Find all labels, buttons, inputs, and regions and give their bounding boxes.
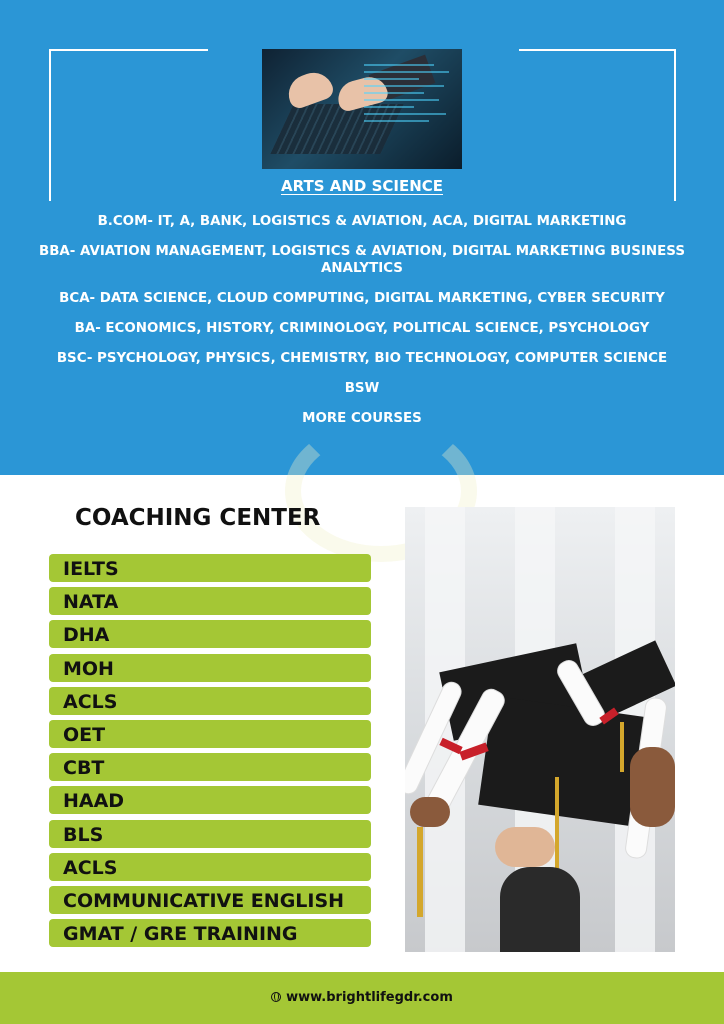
coaching-list xyxy=(49,554,371,952)
website-line xyxy=(0,990,724,1005)
website-link[interactable]: www.brightlifegdr.com xyxy=(286,990,453,1005)
course-list xyxy=(20,213,704,440)
coaching-item: CBT xyxy=(49,753,371,781)
globe-icon xyxy=(271,992,281,1002)
course-item: BBA- AVIATION MANAGEMENT, LOGISTICS & AVIATION, DIGITAL MARKETING BUSINESS ANALYTICS xyxy=(39,244,685,276)
hand-shape xyxy=(495,827,555,867)
course-item: BA- ECONOMICS, HISTORY, CRIMINOLOGY, POLITICAL SCIENCE, PSYCHOLOGY xyxy=(74,321,650,336)
footer-bar xyxy=(0,972,724,1024)
coaching-item: IELTS xyxy=(49,554,371,582)
coaching-item: ACLS xyxy=(49,853,371,881)
coaching-item: OET xyxy=(49,720,371,748)
hand-shape xyxy=(630,747,675,827)
tassel-shape xyxy=(620,722,624,772)
coaching-item: GMAT / GRE TRAINING xyxy=(49,919,371,947)
arts-science-section xyxy=(0,0,724,475)
tassel-shape xyxy=(417,827,423,917)
coaching-item: DHA xyxy=(49,620,371,648)
course-item-more[interactable]: MORE COURSES xyxy=(302,411,422,426)
graduation-photo xyxy=(405,507,675,952)
coaching-center-title: COACHING CENTER xyxy=(75,505,321,531)
course-item: BSC- PSYCHOLOGY, PHYSICS, CHEMISTRY, BIO TECHNOLOGY, COMPUTER SCIENCE xyxy=(56,351,668,366)
coaching-item: NATA xyxy=(49,587,371,615)
code-overlay xyxy=(364,59,454,127)
arts-science-title: ARTS AND SCIENCE xyxy=(280,177,444,195)
course-item: B.COM- IT, A, BANK, LOGISTICS & AVIATION, ACA, DIGITAL MARKETING xyxy=(97,214,627,229)
coaching-item: COMMUNICATIVE ENGLISH xyxy=(49,886,371,914)
laptop-typing-photo xyxy=(262,49,462,169)
coaching-item: MOH xyxy=(49,654,371,682)
coaching-item: BLS xyxy=(49,820,371,848)
coaching-item: ACLS xyxy=(49,687,371,715)
coaching-item: HAAD xyxy=(49,786,371,814)
hand-shape xyxy=(410,797,450,827)
gown-shape xyxy=(500,867,580,952)
course-item: BCA- DATA SCIENCE, CLOUD COMPUTING, DIGITAL MARKETING, CYBER SECURITY xyxy=(59,291,665,306)
course-item: BSW xyxy=(344,381,380,396)
